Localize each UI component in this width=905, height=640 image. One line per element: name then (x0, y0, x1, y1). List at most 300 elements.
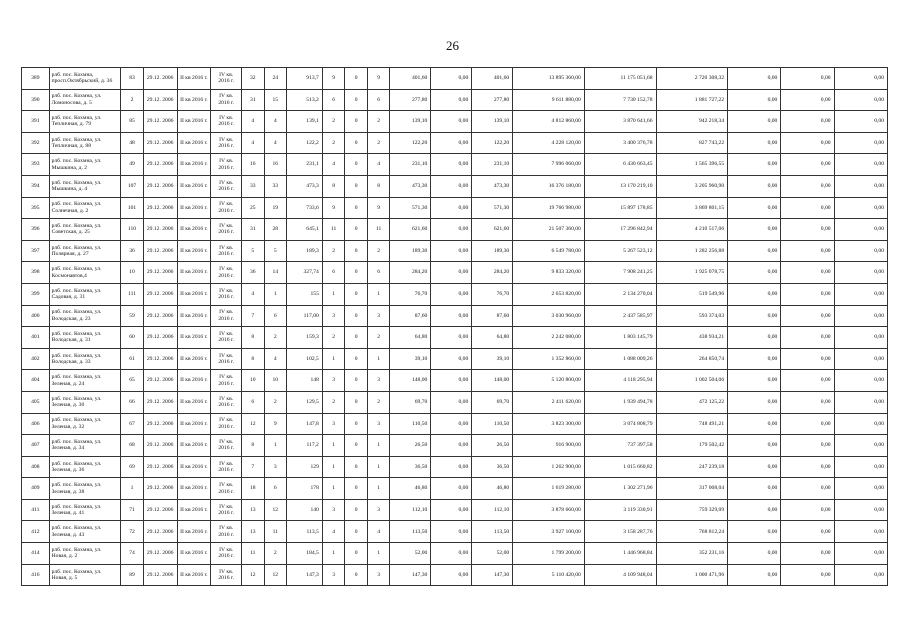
table-cell: 32 (242, 68, 265, 90)
table-cell: 0,00 (431, 262, 472, 284)
table-cell: 2 (322, 111, 345, 133)
table-cell: 0,00 (431, 370, 472, 392)
table-cell: 1 262 900,00 (513, 456, 585, 478)
table-cell: 64,80 (390, 327, 431, 349)
table-cell: 13 170 219,10 (584, 175, 656, 197)
table-row (22, 175, 888, 197)
table-cell: 0,00 (431, 348, 472, 370)
table-cell: 85 (121, 111, 144, 133)
table-cell: 113,50 (472, 521, 513, 543)
address-cell: рлб. пос. Кохмна, ул. Мышкина, д. 2 (49, 154, 121, 176)
table-cell: 148 (287, 370, 323, 392)
table-cell: 0,00 (781, 478, 834, 500)
table-cell: 159,3 (287, 327, 323, 349)
table-cell: 0,00 (781, 175, 834, 197)
table-cell: II кв 2016 г. (177, 327, 211, 349)
table-cell: 72 (121, 521, 144, 543)
table-cell: 519 549,96 (656, 283, 728, 305)
table-cell: 0 (345, 197, 368, 219)
row-number-cell: 396 (22, 219, 50, 241)
table-cell: 4 812 860,00 (513, 111, 585, 133)
table-cell: IV кв. 2016 г. (211, 456, 242, 478)
table-row (22, 219, 888, 241)
table-cell: 1 (367, 283, 390, 305)
table-cell: 3 (367, 564, 390, 586)
table-cell: 0,00 (781, 564, 834, 586)
table-cell: 0,00 (781, 111, 834, 133)
table-cell: 24 (264, 68, 287, 90)
table-cell: II кв 2016 г. (177, 370, 211, 392)
table-cell: 76,70 (472, 283, 513, 305)
table-cell: 0,00 (781, 456, 834, 478)
table-cell: 148,00 (390, 370, 431, 392)
table-cell: 0,00 (834, 456, 887, 478)
table-cell: 8 (242, 348, 265, 370)
table-cell: 48 (121, 132, 144, 154)
table-cell: 0,00 (431, 327, 472, 349)
address-cell: рлб. пос. Кохмна, ул. Тепличная, д. 79 (49, 111, 121, 133)
table-row (22, 240, 888, 262)
table-cell: 12 (264, 499, 287, 521)
table-cell: 0 (345, 305, 368, 327)
table-cell: 352 231,16 (656, 543, 728, 565)
table-cell: 1 (322, 283, 345, 305)
table-cell: 1 (322, 435, 345, 457)
table-cell: 0,00 (431, 197, 472, 219)
table-cell: 139,10 (472, 111, 513, 133)
table-cell: 0 (345, 262, 368, 284)
row-number-cell: 411 (22, 499, 50, 521)
table-cell: 29.12. 2006 (143, 564, 177, 586)
table-cell: 0,00 (781, 521, 834, 543)
table-cell: IV кв. 2016 г. (211, 413, 242, 435)
table-cell: 0,00 (834, 327, 887, 349)
table-cell: IV кв. 2016 г. (211, 348, 242, 370)
table-cell: 2 242 080,00 (513, 327, 585, 349)
table-cell: 12 (242, 564, 265, 586)
row-number-cell: 416 (22, 564, 50, 586)
table-cell: 8 (367, 175, 390, 197)
table-cell: 66 (121, 391, 144, 413)
table-cell: 28 (264, 219, 287, 241)
table-cell: 122,20 (390, 132, 431, 154)
table-cell: 3 (367, 499, 390, 521)
table-cell: 0,00 (728, 219, 781, 241)
table-cell: 2 (121, 89, 144, 111)
table-cell: 9 (367, 197, 390, 219)
table-cell: 29.12. 2006 (143, 521, 177, 543)
table-cell: 0,00 (834, 175, 887, 197)
table-cell: 189,3 (287, 240, 323, 262)
table-cell: 1 (322, 456, 345, 478)
table-cell: IV кв. 2016 г. (211, 478, 242, 500)
table-cell: 29.12. 2006 (143, 175, 177, 197)
table-cell: 31 (242, 89, 265, 111)
address-cell: рлб. пос. Кохмна, ул. Зеленая, д. 30 (49, 391, 121, 413)
table-cell: 277,80 (390, 89, 431, 111)
table-cell: 59 (121, 305, 144, 327)
table-cell: 0,00 (728, 435, 781, 457)
table-cell: 9 (322, 197, 345, 219)
table-cell: 4 (322, 521, 345, 543)
table-cell: 3 (367, 413, 390, 435)
table-cell: 645,1 (287, 219, 323, 241)
table-cell: 2 411 620,00 (513, 391, 585, 413)
table-cell: 0,00 (728, 305, 781, 327)
table-cell: 1 881 727,22 (656, 89, 728, 111)
table-cell: 0,00 (728, 154, 781, 176)
table-cell: 0,00 (834, 240, 887, 262)
table-cell: 39,10 (390, 348, 431, 370)
address-cell: рлб. пос. Кохмна, ул. Ломоносова, д. 5 (49, 89, 121, 111)
table-cell: 33 (242, 175, 265, 197)
table-cell: 231,1 (287, 154, 323, 176)
table-cell: 26,50 (472, 435, 513, 457)
row-number-cell: 395 (22, 197, 50, 219)
table-cell: 10 (121, 262, 144, 284)
table-cell: 0,00 (834, 305, 887, 327)
table-cell: 0,00 (728, 111, 781, 133)
table-cell: 6 549 780,00 (513, 240, 585, 262)
table-cell: 60 (121, 327, 144, 349)
table-cell: 0,00 (781, 283, 834, 305)
address-cell: рлб. пос. Кохмна, ул. Садовая, д. 31 (49, 283, 121, 305)
table-row (22, 391, 888, 413)
table-cell: 6 (242, 391, 265, 413)
table-cell: 15 897 178,85 (584, 197, 656, 219)
table-cell: 29.12. 2006 (143, 197, 177, 219)
table-cell: 0,00 (728, 197, 781, 219)
table-cell: 25 (242, 197, 265, 219)
address-cell: рлб. пос. Кохмна, ул. Зеленая, д. 32 (49, 413, 121, 435)
table-cell: 4 (264, 111, 287, 133)
table-cell: 438 934,21 (656, 327, 728, 349)
table-cell: 4 (242, 132, 265, 154)
row-number-cell: 392 (22, 132, 50, 154)
table-cell: 0,00 (728, 456, 781, 478)
table-cell: 3 (367, 305, 390, 327)
housing-register-table (21, 67, 888, 586)
table-cell: 4 (242, 111, 265, 133)
table-cell: 147,3 (287, 564, 323, 586)
table-cell: 107 (121, 175, 144, 197)
table-cell: 0,00 (728, 543, 781, 565)
table-cell: 0,00 (431, 499, 472, 521)
table-cell: 247 239,18 (656, 456, 728, 478)
table-cell: 231,10 (390, 154, 431, 176)
table-cell: 0 (345, 327, 368, 349)
table-cell: 621,60 (390, 219, 431, 241)
table-cell: 184,5 (287, 543, 323, 565)
table-cell: 68 (121, 435, 144, 457)
table-cell: II кв 2016 г. (177, 435, 211, 457)
table-cell: 231,10 (472, 154, 513, 176)
table-cell: 4 210 517,06 (656, 219, 728, 241)
table-cell: 13 (242, 521, 265, 543)
table-cell: 140 (287, 499, 323, 521)
table-cell: 0,00 (834, 262, 887, 284)
address-cell: рлб. пос. Кохмна, ул. Володская, д. 33 (49, 348, 121, 370)
table-cell: 0 (345, 478, 368, 500)
table-cell: 0,00 (834, 543, 887, 565)
table-cell: 3 400 376,78 (584, 132, 656, 154)
table-cell: II кв 2016 г. (177, 413, 211, 435)
table-cell: 2 (367, 240, 390, 262)
table-row (22, 478, 888, 500)
table-cell: 2 (264, 327, 287, 349)
table-cell: IV кв. 2016 г. (211, 391, 242, 413)
table-cell: IV кв. 2016 г. (211, 327, 242, 349)
table-row (22, 413, 888, 435)
table-cell: 317 008,04 (656, 478, 728, 500)
table-cell: 3 205 960,90 (656, 175, 728, 197)
table-row (22, 370, 888, 392)
table-cell: IV кв. 2016 г. (211, 499, 242, 521)
table-row (22, 499, 888, 521)
table-cell: 1 619 280,00 (513, 478, 585, 500)
table-cell: IV кв. 2016 г. (211, 219, 242, 241)
table-cell: 112,10 (390, 499, 431, 521)
table-cell: 87,60 (390, 305, 431, 327)
table-cell: 13 895 360,00 (513, 68, 585, 90)
table-cell: 1 925 078,75 (656, 262, 728, 284)
table-cell: 29.12. 2006 (143, 68, 177, 90)
table-row (22, 327, 888, 349)
table-cell: 3 870 641,66 (584, 111, 656, 133)
table-cell: 8 (322, 175, 345, 197)
row-number-cell: 399 (22, 283, 50, 305)
table-row (22, 456, 888, 478)
table-cell: 473,3 (287, 175, 323, 197)
table-cell: 1 (367, 435, 390, 457)
table-cell: 0 (345, 456, 368, 478)
table-cell: 29.12. 2006 (143, 413, 177, 435)
table-cell: 0,00 (728, 327, 781, 349)
table-cell: 593 374,03 (656, 305, 728, 327)
table-cell: 9 (264, 413, 287, 435)
table-cell: 0,00 (728, 564, 781, 586)
table-cell: II кв 2016 г. (177, 240, 211, 262)
table-cell: 5 267 523,12 (584, 240, 656, 262)
table-cell: 4 (264, 132, 287, 154)
table-cell: 827 743,22 (656, 132, 728, 154)
table-cell: II кв 2016 г. (177, 111, 211, 133)
table-cell: 0,00 (431, 240, 472, 262)
table-cell: 0,00 (728, 89, 781, 111)
table-cell: 4 (367, 154, 390, 176)
table-cell: 0,00 (834, 413, 887, 435)
table-cell: 21 507 360,00 (513, 219, 585, 241)
table-cell: 0,00 (431, 478, 472, 500)
table-cell: 2 (322, 327, 345, 349)
table-cell: 0,00 (431, 89, 472, 111)
table-cell: 0,00 (728, 348, 781, 370)
table-cell: 0,00 (728, 240, 781, 262)
table-cell: 768 812,24 (656, 521, 728, 543)
table-cell: 1 352 860,00 (513, 348, 585, 370)
table-cell: IV кв. 2016 г. (211, 521, 242, 543)
table-cell: 0,00 (781, 499, 834, 521)
table-cell: 179 502,42 (656, 435, 728, 457)
table-row (22, 564, 888, 586)
table-cell: 0,00 (431, 391, 472, 413)
table-cell: 89 (121, 564, 144, 586)
table-cell: II кв 2016 г. (177, 305, 211, 327)
table-cell: IV кв. 2016 г. (211, 175, 242, 197)
table-cell: 1 446 968,84 (584, 543, 656, 565)
table-cell: 3 158 287,76 (584, 521, 656, 543)
table-cell: 29.12. 2006 (143, 435, 177, 457)
address-cell: рлб. пос. Кохмна, ул. Зеленая, д. 43 (49, 521, 121, 543)
address-cell: рлб. пос. Кохмна, ул. Зеленая, д. 38 (49, 478, 121, 500)
table-cell: IV кв. 2016 г. (211, 305, 242, 327)
table-cell: 0,00 (431, 175, 472, 197)
table-cell: 0,00 (431, 413, 472, 435)
table-cell: 6 (322, 89, 345, 111)
table-cell: IV кв. 2016 г. (211, 370, 242, 392)
table-cell: 0,00 (781, 197, 834, 219)
table-cell: 29.12. 2006 (143, 111, 177, 133)
table-cell: 46,80 (472, 478, 513, 500)
table-cell: 0 (345, 154, 368, 176)
table-cell: 69,70 (472, 391, 513, 413)
table-cell: 2 (322, 132, 345, 154)
table-cell: 0,00 (781, 543, 834, 565)
address-cell: рлб. пос. Кохмна, ул. Зеленая, д. 36 (49, 456, 121, 478)
table-cell: 401,60 (472, 68, 513, 90)
table-cell: 29.12. 2006 (143, 499, 177, 521)
table-cell: 4 (367, 521, 390, 543)
table-cell: 3 869 801,15 (656, 197, 728, 219)
table-cell: II кв 2016 г. (177, 132, 211, 154)
address-cell: рлб. пос. Кохмна, ул. Зеленая, д. 41 (49, 499, 121, 521)
table-cell: 129,5 (287, 391, 323, 413)
table-cell: 0 (345, 370, 368, 392)
address-cell: рлб. пос. Кохмна, просп.Октябрьский, д. 36 (49, 68, 121, 90)
table-row (22, 154, 888, 176)
row-number-cell: 389 (22, 68, 50, 90)
table-cell: IV кв. 2016 г. (211, 111, 242, 133)
address-cell: рлб. пос. Кохмна, ул. Советская, д. 25 (49, 219, 121, 241)
table-cell: 12 (264, 564, 287, 586)
table-cell: 3 (322, 413, 345, 435)
table-cell: 1 939 494,78 (584, 391, 656, 413)
table-cell: 6 (367, 262, 390, 284)
table-cell: 0,00 (431, 219, 472, 241)
table-cell: 1 088 009,26 (584, 348, 656, 370)
table-cell: 0,00 (431, 456, 472, 478)
table-cell: 29.12. 2006 (143, 456, 177, 478)
row-number-cell: 408 (22, 456, 50, 478)
table-cell: II кв 2016 г. (177, 499, 211, 521)
row-number-cell: 405 (22, 391, 50, 413)
row-number-cell: 398 (22, 262, 50, 284)
address-cell: рлб. пос. Кохмна, ул. Космонавтов,4 (49, 262, 121, 284)
table-cell: 0,00 (834, 68, 887, 90)
table-cell: II кв 2016 г. (177, 456, 211, 478)
row-number-cell: 397 (22, 240, 50, 262)
table-cell: 0,00 (431, 435, 472, 457)
table-cell: 29.12. 2006 (143, 327, 177, 349)
table-row (22, 283, 888, 305)
table-cell: 0,00 (781, 68, 834, 90)
table-cell: 3 (322, 370, 345, 392)
table-cell: 1 (367, 543, 390, 565)
table-cell: 2 (264, 543, 287, 565)
table-cell: II кв 2016 г. (177, 478, 211, 500)
table-cell: 0,00 (834, 370, 887, 392)
table-cell: 1 (367, 348, 390, 370)
row-number-cell: 400 (22, 305, 50, 327)
table-row (22, 89, 888, 111)
table-row (22, 521, 888, 543)
row-number-cell: 407 (22, 435, 50, 457)
table-cell: 0,00 (781, 413, 834, 435)
table-cell: 0,00 (728, 370, 781, 392)
table-cell: 101 (121, 197, 144, 219)
table-cell: 2 134 270,04 (584, 283, 656, 305)
table-cell: 327,74 (287, 262, 323, 284)
table-cell: 1 302 271,96 (584, 478, 656, 500)
table-cell: IV кв. 2016 г. (211, 283, 242, 305)
table-cell: 113,50 (390, 521, 431, 543)
row-number-cell: 393 (22, 154, 50, 176)
table-cell: 74 (121, 543, 144, 565)
table-cell: 0 (345, 175, 368, 197)
table-cell: 11 (322, 219, 345, 241)
table-cell: 36 (121, 240, 144, 262)
table-cell: 11 175 051,68 (584, 68, 656, 90)
table-cell: 401,60 (390, 68, 431, 90)
table-cell: 15 (264, 89, 287, 111)
table-cell: 12 (242, 413, 265, 435)
table-row (22, 348, 888, 370)
table-cell: II кв 2016 г. (177, 68, 211, 90)
table-cell: 2 437 585,97 (584, 305, 656, 327)
table-cell: IV кв. 2016 г. (211, 240, 242, 262)
address-cell: рлб. пос. Кохмна, ул. Полярная, д. 27 (49, 240, 121, 262)
table-cell: 67 (121, 413, 144, 435)
table-cell: 4 (322, 154, 345, 176)
table-row (22, 262, 888, 284)
table-row (22, 132, 888, 154)
table-cell: 69 (121, 456, 144, 478)
table-cell: IV кв. 2016 г. (211, 262, 242, 284)
table-cell: IV кв. 2016 г. (211, 154, 242, 176)
table-cell: 112,10 (472, 499, 513, 521)
table-cell: 31 (242, 219, 265, 241)
table-cell: 6 (367, 89, 390, 111)
table-cell: II кв 2016 г. (177, 197, 211, 219)
address-cell: рлб. пос. Кохмна, ул. Володская, д. 23 (49, 305, 121, 327)
table-cell: 5 120 800,00 (513, 370, 585, 392)
table-cell: 5 110 420,00 (513, 564, 585, 586)
table-cell: 29.12. 2006 (143, 219, 177, 241)
table-cell: 0,00 (728, 499, 781, 521)
table-cell: 52,00 (390, 543, 431, 565)
table-cell: 5 (264, 240, 287, 262)
table-cell: 9 833 320,00 (513, 262, 585, 284)
table-cell: 0,00 (431, 521, 472, 543)
table-cell: 7 (242, 456, 265, 478)
table-cell: 83 (121, 68, 144, 90)
table-cell: 33 (264, 175, 287, 197)
row-number-cell: 414 (22, 543, 50, 565)
table-cell: 0,00 (431, 283, 472, 305)
table-cell: 0,00 (728, 283, 781, 305)
table-cell: 916 900,00 (513, 435, 585, 457)
table-cell: 148,00 (472, 370, 513, 392)
